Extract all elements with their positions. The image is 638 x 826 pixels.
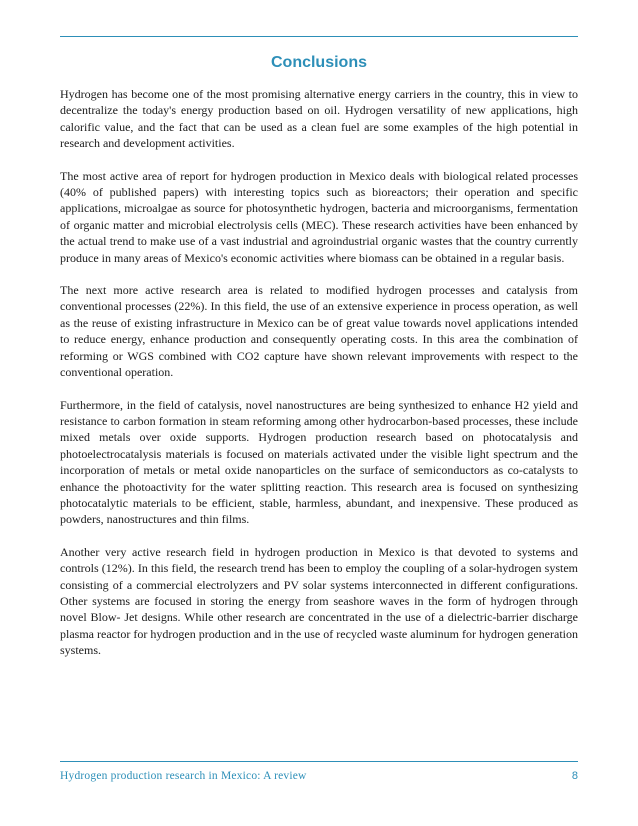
body-text bbox=[60, 86, 578, 675]
paragraph-intro: Hydrogen has become one of the most promising alternative energy carriers in the country, this in view to decentralize the today's energy production based on oil. Hydrogen versatility of new applications, high calorific value, and the fact that can be used as a clean fuel are some examples of the high potential in research and development activities. bbox=[60, 87, 578, 151]
running-title: Hydrogen production research in Mexico: A review bbox=[60, 770, 307, 782]
paragraph-catalysis: The next more active research area is related to modified hydrogen processes and catalysis from conventional processes (22%). In this field, the use of an extensive experience in process operation, as well as the reuse of existing infrastructure in Mexico can be of great value towards novel applications intended to reduce energy, enhance production and consequently operating costs. In this area the combination of reforming or WGS combined with CO2 capture have shown relevant improvements with respect to the conventional operation. bbox=[60, 283, 578, 380]
page-number: 8 bbox=[571, 770, 578, 782]
bottom-rule bbox=[60, 761, 578, 762]
paragraph-biological: The most active area of report for hydrogen production in Mexico deals with biological related processes (40% of published papers) with interesting topics such as bioreactors; their operation and specific applications, microalgae as source for photosynthetic hydrogen, bacteria and microorganisms, fermentation of organic matter and microbial electrolysis cells (MEC). These research activities have been enhanced by the actual trend to make use of a vast industrial and agroindustrial organic wastes that the country currently produce in many areas of Mexico's economic activities where biomass can be obtained in a regular basis. bbox=[60, 168, 578, 265]
top-rule bbox=[60, 36, 578, 37]
paragraph-systems: Another very active research field in hydrogen production in Mexico is that devoted to systems and controls (12%). In this field, the research trend has been to employ the coupling of a solar-hydrogen system consisting of a commercial electrolyzers and PV solar systems interconnected in different configurations. Other systems are focused in storing the energy from seashore waves in the form of hydrogen through novel Blow- Jet designs. While other research are concentrated in the use of a dielectric-barrier discharge plasma reactor for hydrogen production and in the use of recycled waste aluminum for hydrogen generation systems. bbox=[60, 544, 578, 658]
paragraph-nanostructures: Furthermore, in the field of catalysis, novel nanostructures are being synthesized to enhance H2 yield and resistance to carbon formation in steam reforming among other hydrocarbon-based processes, these include mixed metals over oxide supports. Hydrogen production research based on photocatalysis and photoelectrocatalysis materials is focused on materials activated under the visible light spectrum and the incorporation of metals or metal oxide nanoparticles on the surface of semiconductors as co-catalysts to enhance the photoactivity for the water splitting reaction. This research area is focused on synthesizing photocatalytic materials to be efficient, stable, harmless, abundant, and inexpensive. These produced as powders, nanostructures and thin films. bbox=[60, 397, 578, 527]
page-title: Conclusions bbox=[270, 54, 367, 71]
